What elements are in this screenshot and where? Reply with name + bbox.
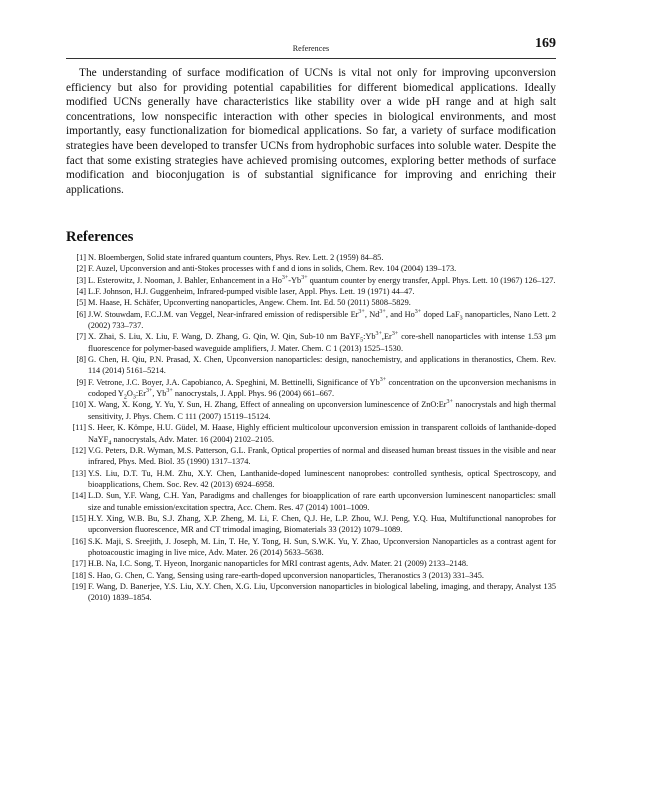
reference-number: [3] xyxy=(76,275,86,285)
body-paragraph: The understanding of surface modification of UCNs is vital not only for improving upconversion efficiency but also for providing potential capabilities for different biomedical applications. Ideally modified UCNs generally have characteristics like stability over a wide pH range and at high salt concentrations, low nonspecific interaction with other species in biological environments, and most importantly, easy functionalization for biomedical applications. So far, a variety of surface modification strategies have been developed to transfer UCNs from hydrophobic surfaces into soluble water. Despite the fact that some existing strategies have achieved promising outcomes, exploring better methods of surface modification and bioconjugation is of substantial significance for improving and enriching their applications. xyxy=(66,67,556,196)
reference-text: N. Bloembergen, Solid state infrared quantum counters, Phys. Rev. Lett. 2 (1959) 84–85. xyxy=(88,253,384,262)
reference-text: J.W. Stouwdam, F.C.J.M. van Veggel, Near-infrared emission of redispersible $Er^{3+}$, $Nd^{3+}$, and $Ho^{3+}$ doped LaF$_3$ nanoparticles, Nano Lett. 2 (2002) 733–737. xyxy=(88,308,556,331)
reference-number: [16] xyxy=(72,536,86,546)
reference-number: [4] xyxy=(76,287,86,297)
page-number: 169 xyxy=(535,36,556,51)
reference-item xyxy=(66,422,556,445)
reference-item xyxy=(66,297,556,308)
reference-item xyxy=(66,536,556,559)
references-heading: References xyxy=(66,229,134,245)
reference-text: F. Vetrone, J.C. Boyer, J.A. Capobianco, A. Speghini, M. Bettinelli, Significance of $Yb^{3+}$ concentration on the upconversion mechanisms in codoped $Y_2O_3:Er^{3+}$, $Yb^{3+}$ nanocrystals, J. Appl. Phys. 96 (2004) 661–667. xyxy=(88,377,556,401)
reference-text: L.F. Johnson, H.J. Guggenheim, Infrared-pumped visible laser, Appl. Phys. Lett. 19 (1971) 44–47. xyxy=(88,287,415,297)
reference-text: F. Auzel, Upconversion and anti-Stokes processes with f and d ions in solids, Chem. Rev. 104 (2004) 139–173. xyxy=(88,264,457,274)
reference-number: [17] xyxy=(72,559,86,569)
reference-number: [5] xyxy=(76,298,86,308)
reference-text: L. Esterowitz, J. Nooman, J. Bahler, Enhancement in a $Ho^{3+}-Yb^{3+}$ quantum counter by energy transfer, Appl. Phys. Lett. 10 (1967) 126–127. xyxy=(88,274,556,285)
reference-item xyxy=(66,275,556,286)
reference-number: [7] xyxy=(76,332,86,342)
header-rule xyxy=(66,58,556,59)
running-header xyxy=(66,36,556,56)
reference-text: H.B. Na, I.C. Song, T. Hyeon, Inorganic nanoparticles for MRI contrast agents, Adv. Mater. 21 (2009) 2133–2148. xyxy=(88,559,469,569)
reference-item xyxy=(66,490,556,513)
reference-item xyxy=(66,354,556,377)
reference-number: [19] xyxy=(72,581,86,591)
reference-number: [9] xyxy=(76,377,86,387)
reference-item xyxy=(66,331,556,354)
reference-text: Y.S. Liu, D.T. Tu, H.M. Zhu, X.Y. Chen, Lanthanide-doped luminescent nanoprobes: controlled synthesis, optical Spectroscopy, and bioapplications, Chem. Soc. Rev. 42 (2013) 6924–6958. xyxy=(88,468,556,489)
reference-item xyxy=(66,399,556,422)
reference-number: [12] xyxy=(72,445,86,455)
reference-number: [10] xyxy=(72,400,86,410)
reference-item xyxy=(66,558,556,569)
reference-text: S. Hao, G. Chen, C. Yang, Sensing using rare-earth-doped upconversion nanoparticles, Theranostics 3 (2013) 331–345. xyxy=(88,570,484,580)
reference-text: V.G. Peters, D.R. Wyman, M.S. Patterson, G.L. Frank, Optical properties of normal and diseased human breast tissues in the visible and near infrared, Phys. Med. Biol. 35 (1990) 1317–1374. xyxy=(88,445,556,467)
reference-text: L.D. Sun, Y.F. Wang, C.H. Yan, Paradigms and challenges for bioapplication of rare earth upconversion luminescent nanoparticles: small size and tunable emission/excitation spectra, Acc. Chem. Res. 47 (2014) 1001–1009. xyxy=(88,491,556,512)
reference-item xyxy=(66,513,556,536)
reference-text: M. Haase, H. Schäfer, Upconverting nanoparticles, Angew. Chem. Int. Ed. 50 (2011) 5808–5829. xyxy=(88,298,411,308)
reference-item xyxy=(66,263,556,274)
reference-item xyxy=(66,286,556,297)
reference-item xyxy=(66,570,556,581)
reference-item xyxy=(66,468,556,491)
reference-number: [13] xyxy=(72,468,86,478)
reference-text: X. Zhai, S. Liu, X. Liu, F. Wang, D. Zhang, G. Qin, W. Qin, Sub-10 nm $BaYF_5:Yb^{3+},Er^{3+}$ core-shell nanoparticles with intense 1.53 μm fluorescence for polymer-based waveguide amplifiers, J. Mater. Chem. C 1 (2013) 1525–1530. xyxy=(88,331,557,353)
reference-number: [11] xyxy=(72,423,86,433)
reference-text: F. Wang, D. Banerjee, Y.S. Liu, X.Y. Chen, X.G. Liu, Upconversion nanoparticles in biological labeling, imaging, and therapy, Analyst 135 (2010) 1839–1854. xyxy=(88,581,556,603)
reference-number: [2] xyxy=(76,264,86,274)
reference-item xyxy=(66,581,556,604)
reference-item xyxy=(66,445,556,468)
running-title: References xyxy=(292,44,330,53)
reference-number: [1] xyxy=(76,253,86,262)
reference-item xyxy=(66,309,556,332)
reference-item xyxy=(66,377,556,400)
reference-text: G. Chen, H. Qiu, P.N. Prasad, X. Chen, Upconversion nanoparticles: design, nanochemistry, and applications in theranostics, Chem. Rev. 114 (2014) 5161–5214. xyxy=(88,355,556,376)
reference-text: S. Heer, K. Kömpe, H.U. Güdel, M. Haase, Highly efficient multicolour upconversion emission in transparent colloids of lanthanide-doped NaYF$_4$ nanocrystals, Adv. Mater. 16 (2004) 2102–2105. xyxy=(88,423,556,447)
reference-number: [14] xyxy=(72,491,86,501)
reference-text: S.K. Maji, S. Sreejith, J. Joseph, M. Lin, T. He, Y. Tong, H. Sun, S.W.K. Yu, Y. Zhao, Upconversion Nanoparticles as a contrast agent for photoacoustic imaging in live mice, Adv. Mater. 26 (2014) 5633–5638. xyxy=(88,536,556,557)
reference-text: X. Wang, X. Kong, Y. Yu, Y. Sun, H. Zhang, Effect of annealing on upconversion luminescence of $ZnO:Er^{3+}$ nanocrystals and high thermal sensitivity, J. Phys. Chem. C 111 (2007) 15119–15124. xyxy=(88,399,557,421)
reference-list xyxy=(66,252,556,604)
reference-number: [8] xyxy=(76,355,86,365)
reference-number: [6] xyxy=(76,309,86,319)
reference-item xyxy=(66,252,556,263)
reference-number: [18] xyxy=(72,570,86,580)
reference-number: [15] xyxy=(72,513,86,523)
reference-text: H.Y. Xing, W.B. Bu, S.J. Zhang, X.P. Zheng, M. Li, F. Chen, Q.J. He, L.P. Zhou, W.J. Peng, Y.Q. Hua, Multifunctional nanoprobes for upconversion fluorescence, MR and CT trimodal imaging, Biomaterials 33 (2012) 1079–1089. xyxy=(88,513,556,535)
